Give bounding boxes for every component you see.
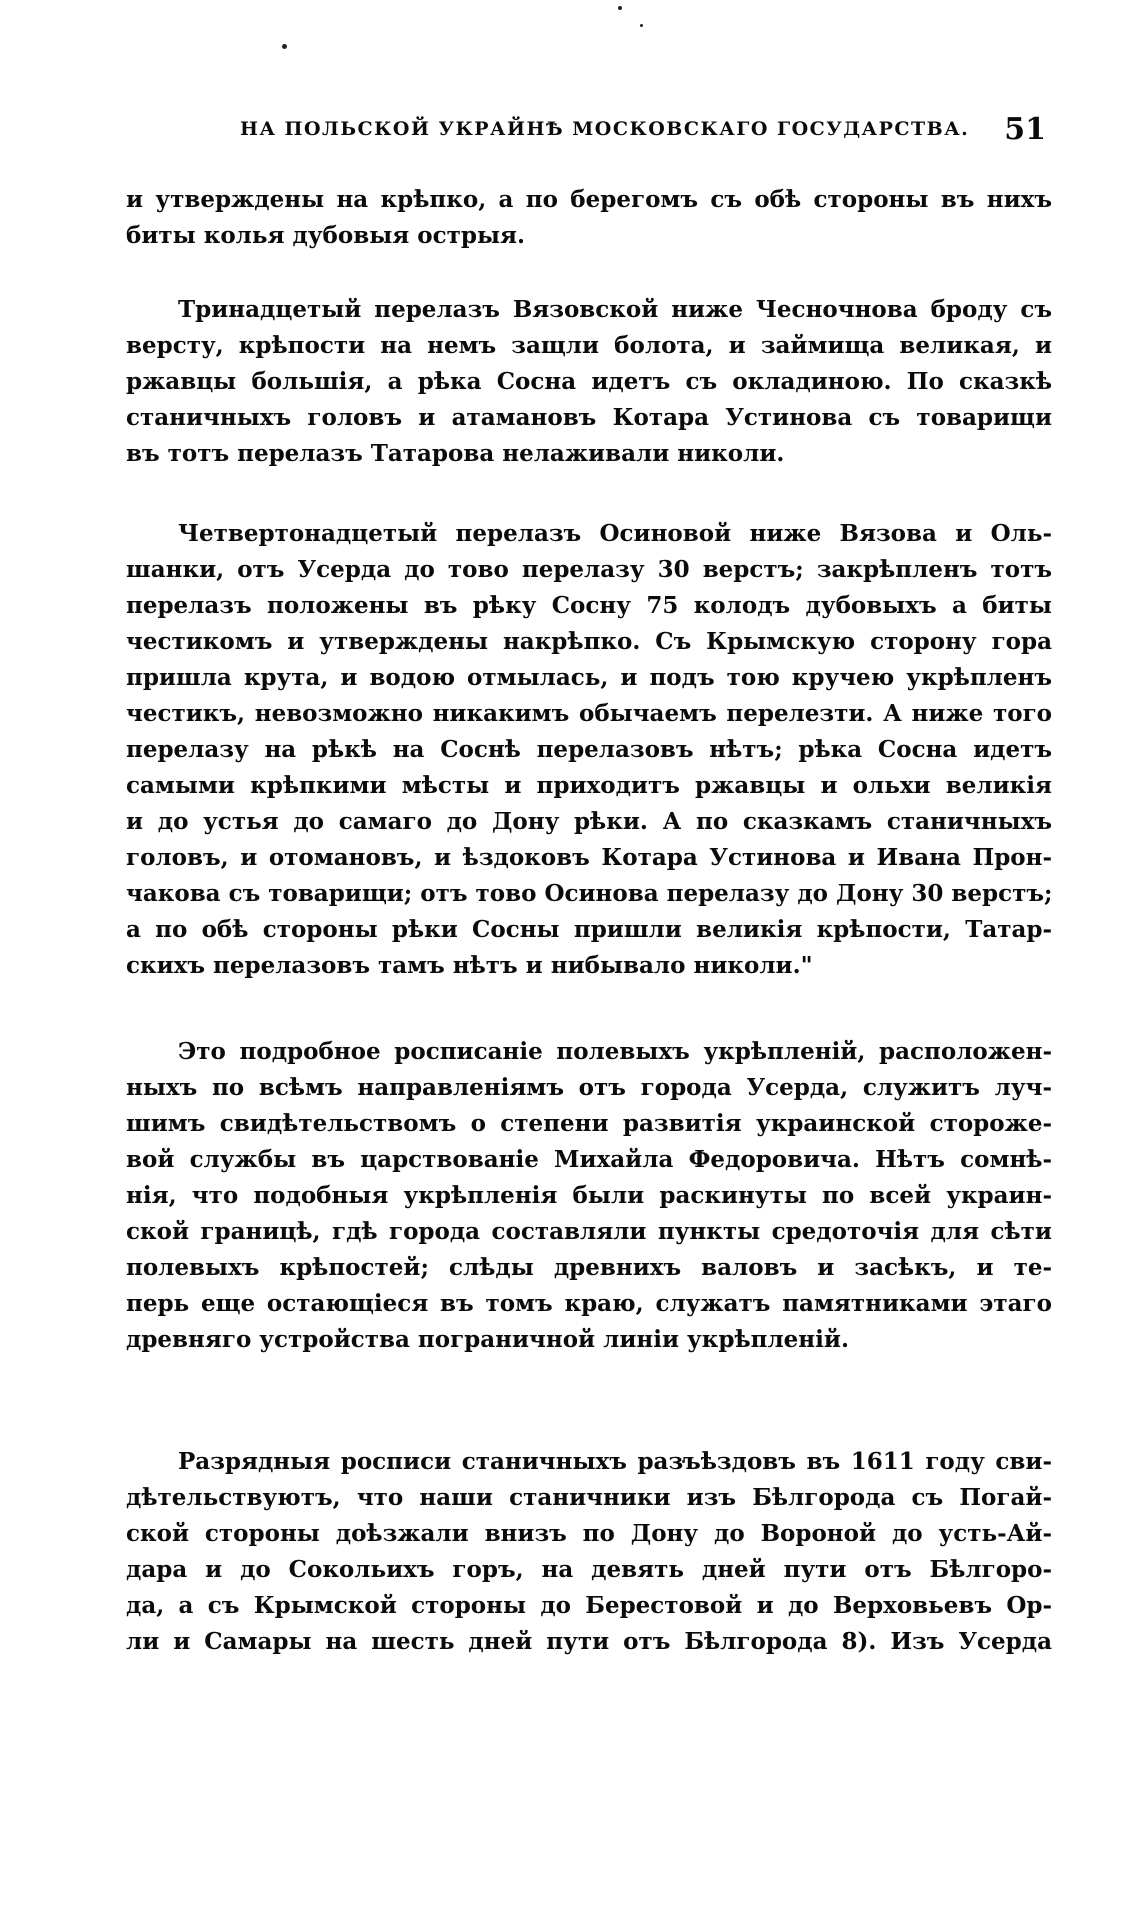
text-line: да, а съ Крымской стороны до Берестовой и до Верховьевъ Ор- — [126, 1592, 1052, 1619]
text-line: и утверждены на крѣпко, а по берегомъ съ обѣ стороны въ нихъ — [126, 186, 1052, 213]
text-line: ской границѣ, гдѣ города составляли пункты средоточія для сѣти — [126, 1218, 1052, 1245]
paragraph-5 — [126, 1444, 1052, 1660]
text-line: ныхъ по всѣмъ направленіямъ отъ города Усерда, служитъ луч- — [126, 1074, 1052, 1101]
page-header — [240, 112, 1060, 152]
text-line: нія, что подобныя укрѣпленія были раскинуты по всей украин- — [126, 1182, 1052, 1209]
text-line: шанки, отъ Усерда до тово перелазу 30 верстъ; закрѣпленъ тотъ — [126, 556, 1052, 583]
text-line: головъ, и отомановъ, и ѣздоковъ Котара Устинова и Ивана Прон- — [126, 844, 1052, 871]
text-line: биты колья дубовыя острыя. — [126, 222, 525, 249]
text-line: древняго устройства пограничной линіи укрѣпленій. — [126, 1326, 849, 1353]
text-line: ли и Самары на шесть дней пути отъ Бѣлгорода 8). Изъ Усерда — [126, 1628, 1052, 1655]
text-line: честикомъ и утверждены накрѣпко. Съ Крымскую сторону гора — [126, 628, 1052, 655]
text-line: перь еще остающіеся въ томъ краю, служатъ памятниками этаго — [126, 1290, 1052, 1317]
text-line: честикъ, невозможно никакимъ обычаемъ перелезти. А ниже того — [126, 700, 1052, 727]
text-line: Тринадцетый перелазъ Вязовской ниже Чесночнова броду съ — [178, 296, 1052, 323]
print-speck — [640, 24, 643, 27]
text-line: Это подробное росписаніе полевыхъ укрѣпленій, расположен- — [178, 1038, 1052, 1065]
text-line: въ тотъ перелазъ Татарова нелаживали николи. — [126, 440, 785, 467]
text-line: дѣтельствуютъ, что наши станичники изъ Бѣлгорода съ Погай- — [126, 1484, 1052, 1511]
paragraph-4 — [126, 1034, 1052, 1358]
text-line: шимъ свидѣтельствомъ о степени развитія украинской стороже- — [126, 1110, 1052, 1137]
page-number: 51 — [1004, 112, 1046, 147]
text-line: чакова съ товарищи; отъ тово Осинова перелазу до Дону 30 верстъ; — [126, 880, 1052, 907]
print-speck — [282, 44, 287, 49]
text-line: ржавцы большія, а рѣка Сосна идетъ съ окладиною. По сказкѣ — [126, 368, 1052, 395]
text-line: станичныхъ головъ и атамановъ Котара Устинова съ товарищи — [126, 404, 1052, 431]
text-line: скихъ перелазовъ тамъ нѣтъ и нибывало николи." — [126, 952, 813, 979]
print-speck — [618, 6, 622, 10]
text-line: а по обѣ стороны рѣки Сосны пришли великія крѣпости, Татар- — [126, 916, 1052, 943]
text-line: и до устья до самаго до Дону рѣки. А по сказкамъ станичныхъ — [126, 808, 1052, 835]
text-line: Четвертонадцетый перелазъ Осиновой ниже Вязова и Оль- — [178, 520, 1052, 547]
running-title: НА ПОЛЬСКОЙ УКРАЙНѢ МОСКОВСКАГО ГОСУДАРСТВА. — [240, 118, 970, 140]
paragraph-3 — [126, 516, 1052, 984]
text-line: версту, крѣпости на немъ защли болота, и займища великая, и — [126, 332, 1052, 359]
text-line: пришла крута, и водою отмылась, и подъ тою кручею укрѣпленъ — [126, 664, 1052, 691]
text-line: полевыхъ крѣпостей; слѣды древнихъ валовъ и засѣкъ, и те- — [126, 1254, 1052, 1281]
text-line: перелазъ положены въ рѣку Сосну 75 колодъ дубовыхъ а биты — [126, 592, 1052, 619]
text-line: дара и до Сокольихъ горъ, на девять дней пути отъ Бѣлгоро- — [126, 1556, 1052, 1583]
text-line: ской стороны доѣзжали внизъ по Дону до Вороной до усть-Ай- — [126, 1520, 1052, 1547]
text-line: перелазу на рѣкѣ на Соснѣ перелазовъ нѣтъ; рѣка Сосна идетъ — [126, 736, 1052, 763]
text-line: самыми крѣпкими мѣсты и приходитъ ржавцы и ольхи великія — [126, 772, 1052, 799]
text-line: вой службы въ царствованіе Михайла Федоровича. Нѣтъ сомнѣ- — [126, 1146, 1052, 1173]
paragraph-2 — [126, 292, 1052, 472]
paragraph-1 — [126, 182, 1052, 254]
text-line: Разрядныя росписи станичныхъ разъѣздовъ въ 1611 году сви- — [178, 1448, 1052, 1475]
